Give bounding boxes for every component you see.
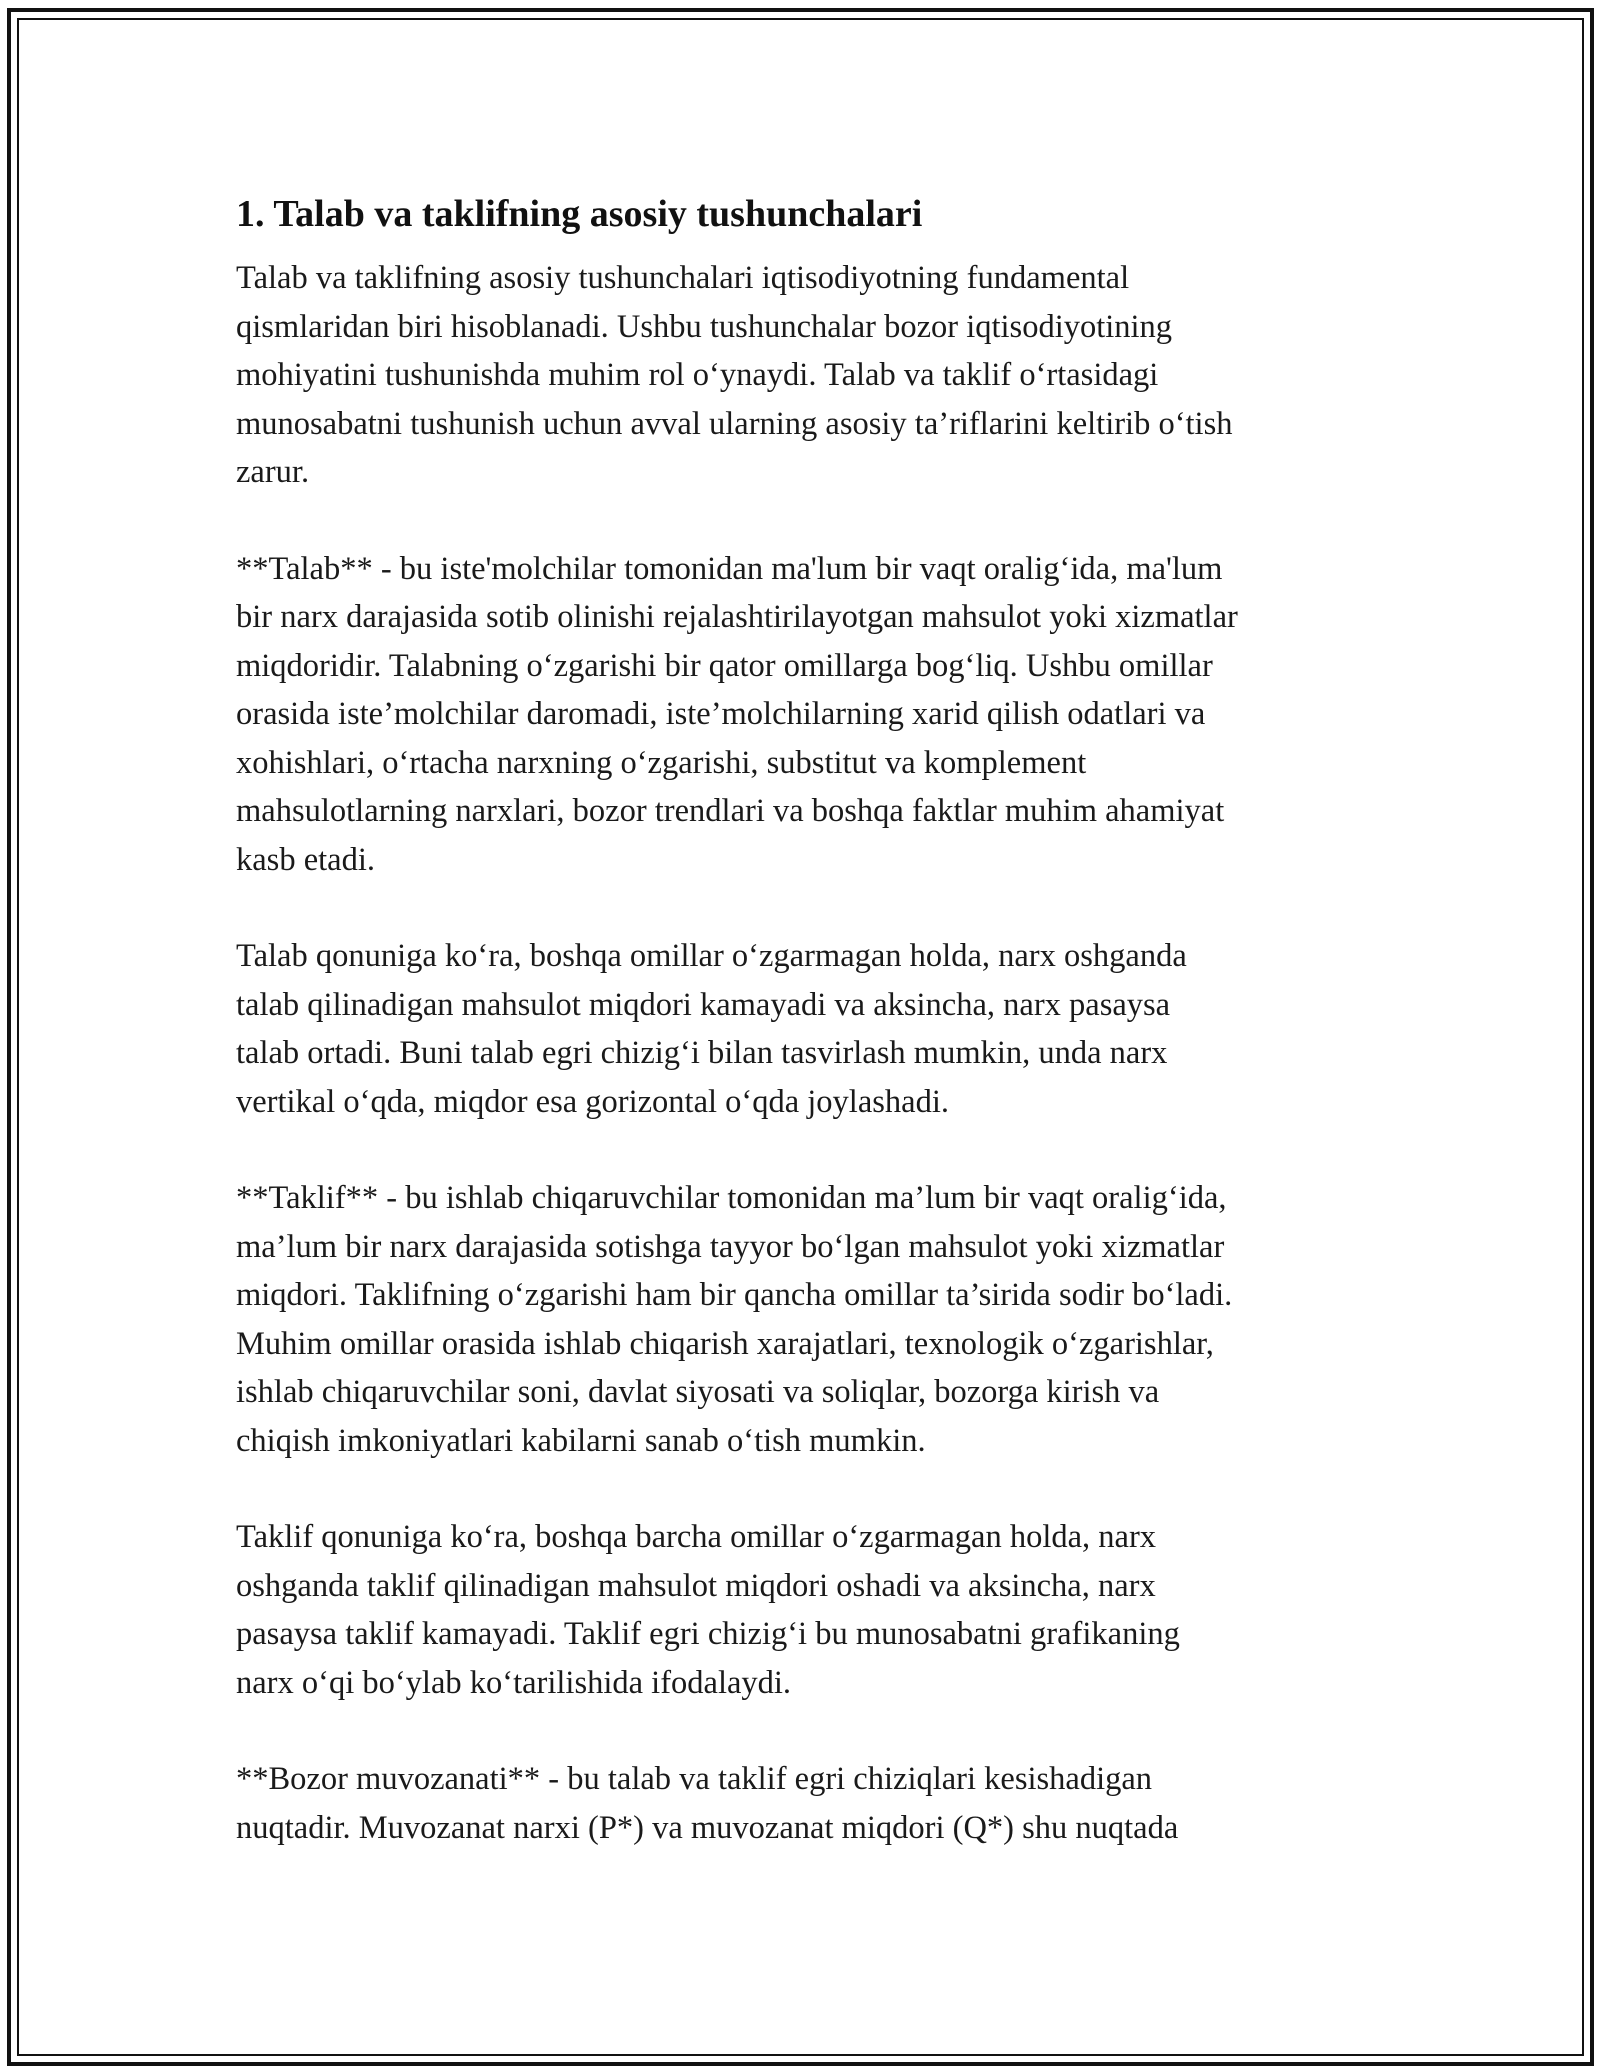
text-line: xohishlari, o‘rtacha narxning o‘zgarishi, substitut va komplement: [236, 744, 1087, 781]
paragraph-talab-law: [236, 932, 1366, 1126]
text-line: Muhim omillar orasida ishlab chiqarish xarajatlari, texnologik o‘zgarishlar,: [236, 1325, 1214, 1362]
text-line: nuqtadir. Muvozanat narxi (P*) va muvozanat miqdori (Q*) shu nuqtada: [236, 1809, 1179, 1846]
text-line: qismlaridan biri hisoblanadi. Ushbu tushunchalar bozor iqtisodiyotining: [236, 308, 1173, 345]
text-line: orasida iste’molchilar daromadi, iste’molchilarning xarid qilish odatlari va: [236, 696, 1206, 732]
text-line: miqdori. Taklifning o‘zgarishi ham bir qancha omillar ta’sirida sodir bo‘ladi.: [236, 1277, 1233, 1313]
paragraph-intro: [236, 254, 1366, 497]
text-line: miqdoridir. Talabning o‘zgarishi bir qator omillarga bog‘liq. Ushbu omillar: [236, 647, 1213, 684]
paragraph-taklif-definition: [236, 1174, 1366, 1465]
text-line: **Bozor muvozanati** - bu talab va taklif egri chiziqlari kesishadigan: [236, 1761, 1153, 1797]
text-line: ma’lum bir narx darajasida sotishga tayyor bo‘lgan mahsulot yoki xizmatlar: [236, 1228, 1225, 1265]
paragraph-market-equilibrium: [236, 1755, 1366, 1852]
text-line: **Talab** - bu iste'molchilar tomonidan ma'lum bir vaqt oralig‘ida, ma'lum: [236, 550, 1223, 587]
paragraph-talab-definition: [236, 545, 1366, 885]
text-line: Talab va taklifning asosiy tushunchalari iqtisodiyotning fundamental: [236, 260, 1130, 296]
text-line: oshganda taklif qilinadigan mahsulot miqdori oshadi va aksincha, narx: [236, 1567, 1156, 1604]
text-line: bir narx darajasida sotib olinishi rejalashtirilayotgan mahsulot yoki xizmatlar: [236, 599, 1238, 635]
text-line: narx o‘qi bo‘ylab ko‘tarilishida ifodalaydi.: [236, 1664, 792, 1701]
text-line: ishlab chiqaruvchilar soni, davlat siyosati va soliqlar, bozorga kirish va: [236, 1374, 1160, 1410]
text-line: zarur.: [236, 454, 310, 490]
text-line: kasb etadi.: [236, 841, 375, 878]
text-line: chiqish imkoniyatlari kabilarni sanab o‘tish mumkin.: [236, 1422, 926, 1459]
section-heading: 1. Talab va taklifning asosiy tushunchalari: [236, 193, 923, 235]
text-line: talab qilinadigan mahsulot miqdori kamayadi va aksincha, narx pasaysa: [236, 986, 1171, 1023]
text-line: vertikal o‘qda, miqdor esa gorizontal o‘qda joylashadi.: [236, 1083, 949, 1120]
text-line: Talab qonuniga ko‘ra, boshqa omillar o‘zgarmagan holda, narx oshganda: [236, 938, 1187, 974]
text-line: talab ortadi. Buni talab egri chizig‘i bilan tasvirlash mumkin, unda narx: [236, 1035, 1168, 1071]
text-line: munosabatni tushunish uchun avval ularning asosiy ta’riflarini keltirib o‘tish: [236, 405, 1233, 442]
text-line: mohiyatini tushunishda muhim rol o‘ynaydi. Talab va taklif o‘rtasidagi: [236, 357, 1159, 393]
document-body: [236, 188, 1366, 1900]
text-line: **Taklif** - bu ishlab chiqaruvchilar tomonidan ma’lum bir vaqt oralig‘ida,: [236, 1180, 1227, 1216]
paragraph-taklif-law: [236, 1513, 1366, 1707]
text-line: mahsulotlarning narxlari, bozor trendlari va boshqa faktlar muhim ahamiyat: [236, 793, 1225, 829]
text-line: pasaysa taklif kamayadi. Taklif egri chizig‘i bu munosabatni grafikaning: [236, 1616, 1180, 1652]
text-line: Taklif qonuniga ko‘ra, boshqa barcha omillar o‘zgarmagan holda, narx: [236, 1519, 1157, 1555]
